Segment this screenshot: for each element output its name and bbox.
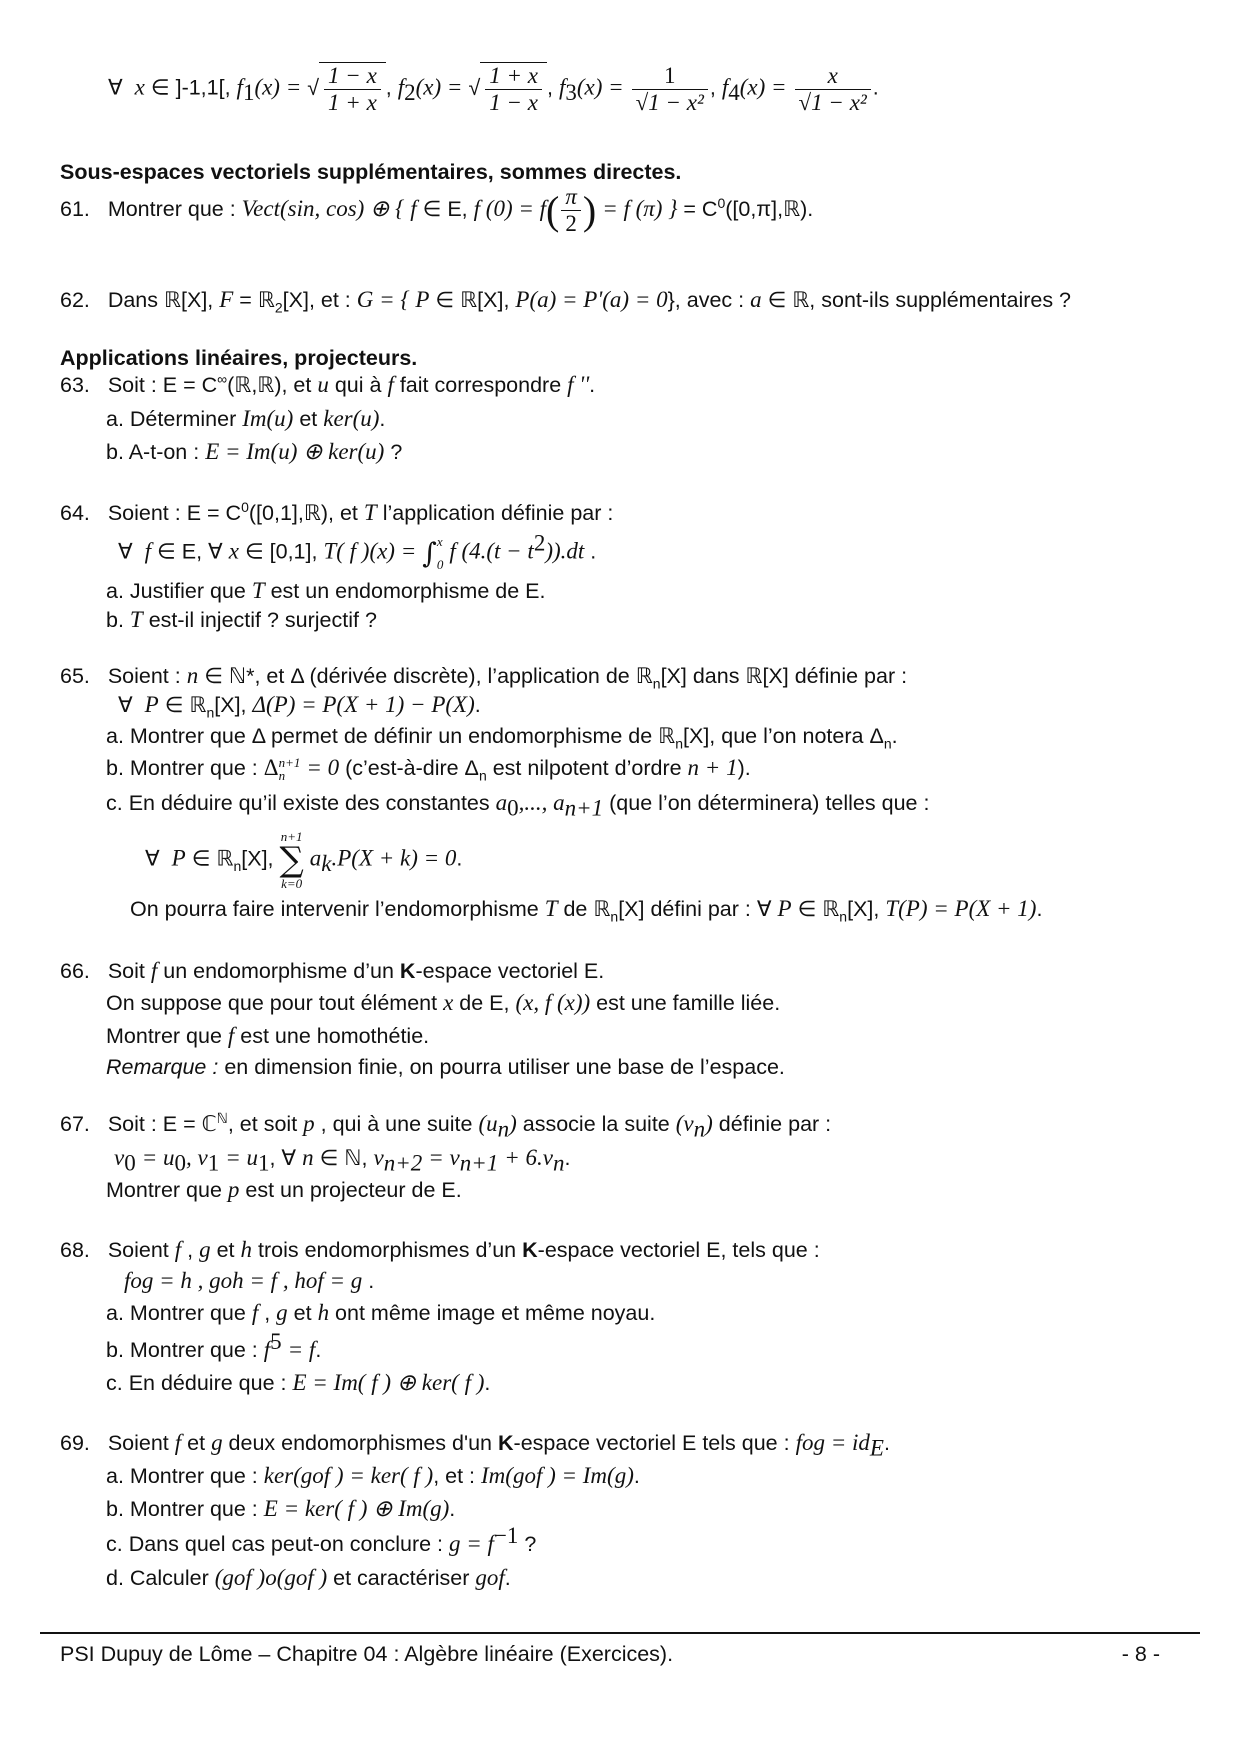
sqrt-f2: √ $\frac{1 + x}{1 - x}$ [468,62,547,116]
exercise-64-definition: ∀ f ∈ E, ∀ x ∈ [0,1], T( f )(x) = ∫ x 0 f $(4.(t - t^2)).dt$ . [118,530,597,572]
exercise-64: 64. Soient : $E = C^0([0,1],ℝ)$, et T l’application définie par : [60,498,614,525]
top-formula: ∀ x ∈ ]-1,1[, $f_1(x)$ = √ $\frac{1 - x}{1 + x}$ , $f_2(x)$ = √ $\frac{1 + x}{1 - x}$ , $f_3(x)$ = $\frac{1}{\text{√1 − x²}}$ , $f_4(x)$ = $\frac{x}{\text{√1 − x²}}$ . [108,62,879,115]
exercise-65-c: c. En déduire qu’il existe des constantes $a_0$,..., $a_{n+1}$ (que l’on déterminera) telles que : [106,790,930,821]
exercise-64-b: b. T est-il injectif ? surjectif ? [106,607,377,632]
section-title-supplementaires: Sous-espaces vectoriels supplémentaires, sommes directes. [60,160,682,184]
exercise-65-hint: On pourra faire intervenir l’endomorphisme T de ℝ$_n$[X] défini par : ∀ P ∈ ℝ$_n$[X], T(P) = P(X + 1). [130,896,1043,925]
footer-rule [40,1632,1200,1634]
exercise-65-a: a. Montrer que Δ permet de définir un endomorphisme de ℝ$_n$[X], que l’on notera $\Delta_n$. [106,724,898,752]
exercise-68-relations: fog = h , goh = f , hof = g . [124,1268,375,1293]
exercise-68-c: c. En déduire que : E = Im( f ) ⊕ ker( f ). [106,1370,491,1395]
exercise-65-definition: ∀ P ∈ ℝ$_n$[X], Δ(P) = P(X + 1) − P(X). [118,692,481,721]
exercise-68-b: b. Montrer que : $f^5 = f$. [106,1328,322,1362]
exercise-65-b: b. Montrer que : Δ n+1 n = 0 (c’est-à-dire $\Delta_n$ est nilpotent d’ordre n + 1). [106,755,751,784]
exercise-66-line2: On suppose que pour tout élément x de E, (x, f (x)) est une famille liée. [106,990,781,1015]
exercise-65: 65. Soient : n ∈ ℕ*, et Δ (dérivée discrète), l’application de ℝ$_n$[X] dans ℝ[X] définie par : [60,663,908,692]
exercise-69-b: b. Montrer que : E = ker( f ) ⊕ Im(g). [106,1496,456,1521]
frac-f4: $\frac{x}{\text{√1 − x²}}$ [795,63,871,116]
exercise-63-b: b. A-t-on : E = Im(u) ⊕ ker(u) ? [106,439,403,464]
exercise-65-sum: ∀ P ∈ ℝ$_n$[X], n+1 ∑ k=0 $a_k.P(X + k) = 0$. [145,829,463,891]
exercise-69-a: a. Montrer que : ker(gof ) = ker( f ), et : Im(gof ) = Im(g). [106,1463,640,1488]
footer [60,1642,1160,1667]
exercise-67-definition: $v_0 = u_0$, $v_1 = u_1$, ∀ n ∈ ℕ, $v_{n+2} = v_{n+1} + 6.v_n$. [114,1145,571,1176]
exercise-69: 69. Soient f et g deux endomorphismes d'un K-espace vectoriel E tels que : fog = $id_E$. [60,1430,890,1461]
summation: n+1 ∑ k=0 [279,829,304,891]
exercise-69-d: d. Calculer (gof )o(gof ) et caractériser gof. [106,1565,511,1590]
exercise-64-a: a. Justifier que T est un endomorphisme de E. [106,578,546,603]
section-title-applications: Applications linéaires, projecteurs. [60,346,418,370]
exercise-68: 68. Soient f , g et h trois endomorphismes d’un K-espace vectoriel E, tels que : [60,1237,820,1262]
exercise-63: 63. Soit : E = C∞(ℝ,ℝ), et u qui à f fait correspondre f ''. [60,370,596,397]
exercise-67-line3: Montrer que p est un projecteur de E. [106,1177,462,1202]
frac-f3: $\frac{1}{\text{√1 − x²}}$ [632,63,708,116]
exercise-61: 61. Montrer que : Vect(sin, cos) ⊕ { f ∈ E, f (0) = f( $\frac{\pi}{2}$ ) = f (π) } = $C^0([0,\pi],ℝ)$. [60,184,814,236]
exercise-63-a: a. Déterminer Im(u) et ker(u). [106,406,386,431]
exercise-66: 66. Soit f un endomorphisme d’un K-espace vectoriel E. [60,958,605,983]
sqrt-f1: √ $\frac{1 - x}{1 + x}$ [307,62,386,116]
integral-sign: ∫ [422,536,437,570]
footer-title: PSI Dupuy de Lôme – Chapitre 04 : Algèbre linéaire (Exercices). [60,1642,674,1666]
exercise-66-remark: Remarque : en dimension finie, on pourra utiliser une base de l’espace. [106,1055,785,1079]
page-number: - 8 - [1121,1642,1160,1666]
forall-symbol: ∀ [108,75,123,100]
exercise-68-a: a. Montrer que f , g et h ont même image et même noyau. [106,1300,656,1325]
exercise-69-c: c. Dans quel cas peut-on conclure : $g = f^{-1}$ ? [106,1522,537,1556]
exercise-62: 62. Dans ℝ[X], F = ℝ$_2$[X], et : G = { P ∈ ℝ[X], P(a) = P'(a) = 0}, avec : a ∈ ℝ, sont-ils supplémentaires ? [60,287,1072,316]
exercise-67: 67. Soit : E = ℂ$^ℕ$, et soit p , qui à une suite $(u_n)$ associe la suite $(v_n)$ définie par : [60,1109,832,1142]
exercise-66-line3: Montrer que f est une homothétie. [106,1023,430,1048]
